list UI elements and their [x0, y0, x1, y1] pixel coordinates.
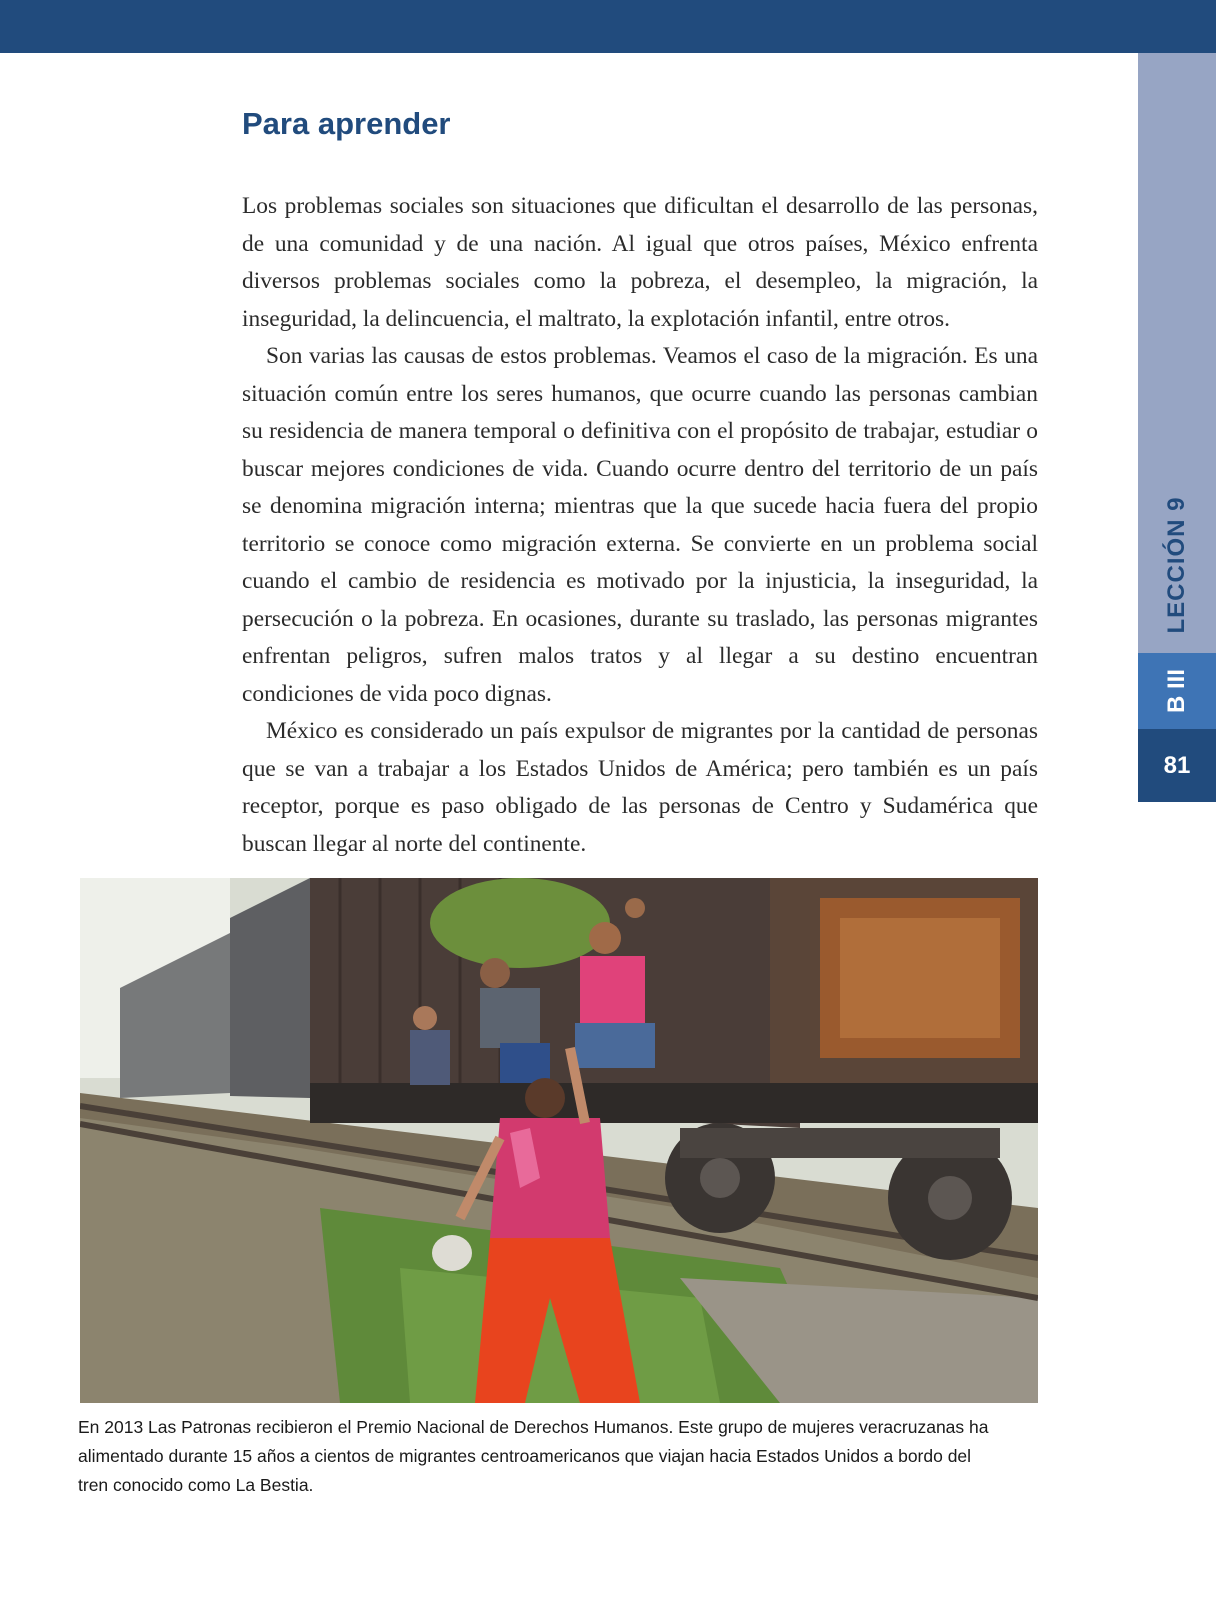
- paragraph-3: México es considerado un país expulsor de migrantes por la cantidad de personas que se van a trabajar a los Estados Unidos de América; pero también es un país receptor, porque es paso obligado de las personas de Centro y Sudamérica que buscan llegar al norte del continente.: [242, 718, 1038, 857]
- train-photo-illustration: [80, 878, 1038, 1403]
- block-label: B III: [1163, 668, 1190, 714]
- top-header-bar: [0, 0, 1216, 53]
- block-side-tab: [1138, 653, 1216, 729]
- section-title: Para aprender: [242, 106, 451, 141]
- page-number: 81: [1163, 751, 1191, 779]
- body-text: [242, 188, 1038, 863]
- paragraph-2: Son varias las causas de estos problemas. Veamos el caso de la migración. Es una situación común entre los seres humanos, que ocurre cuando las personas cambian su residencia de manera temporal o definitiva con el propósito de trabajar, estudiar o buscar mejores condiciones de vida. Cuando ocurre dentro del territorio de un país se denomina migración interna; mientras que la que sucede hacia fuera del propio territorio se conoce como migración externa. Se convierte en un problema social cuando el cambio de residencia es motivado por la injusticia, la inseguridad, la persecución o la pobreza. En ocasiones, durante su traslado, las personas migrantes enfrentan peligros, sufren malos tratos y al llegar a su destino encuentran condiciones de vida poco dignas.: [242, 343, 1038, 707]
- lesson-label: LECCIÓN 9: [1163, 496, 1190, 634]
- paragraph-1: Los problemas sociales son situaciones que dificultan el desarrollo de las personas, de una comunidad y de una nación. Al igual que otros países, México enfrenta diversos problemas sociales como la pobreza, el desempleo, la migración, la inseguridad, la delincuencia, el maltrato, la explotación infantil, entre otros.: [242, 193, 1038, 332]
- page-number-tab: [1138, 729, 1216, 802]
- photo-caption: En 2013 Las Patronas recibieron el Premio Nacional de Derechos Humanos. Este grupo de mujeres veracruzanas ha alimentado durante 15 años a cientos de migrantes centroamericanos que viajan hacia Estados Unidos a bordo del tren conocido como La Bestia.: [78, 1417, 989, 1495]
- train-photo: [80, 878, 1038, 1403]
